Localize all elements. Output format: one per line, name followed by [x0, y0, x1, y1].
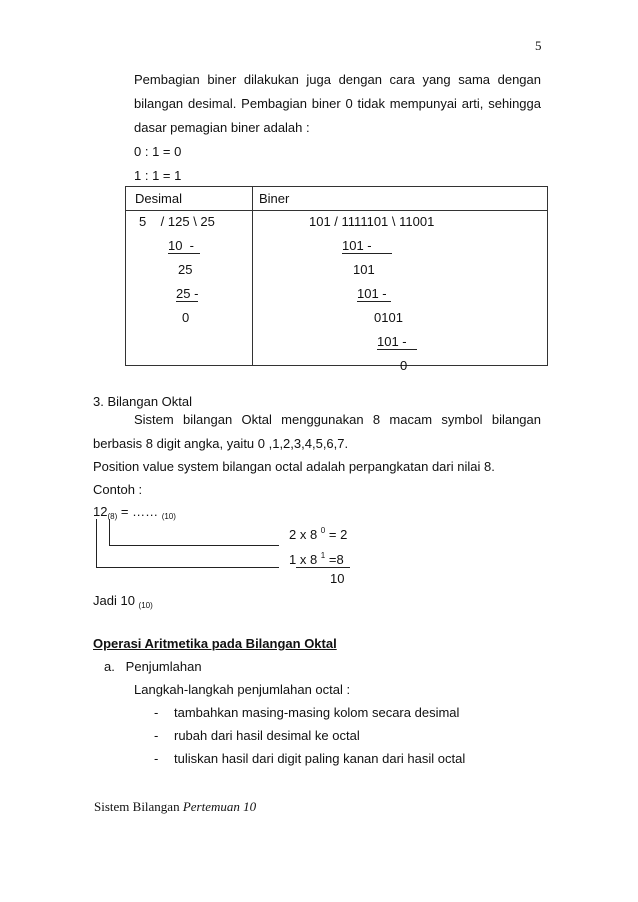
- table-header-biner: Biner: [253, 187, 548, 211]
- example-result: Jadi 10 $_{(10)}$: [93, 593, 153, 610]
- connector-line-inner-vertical: [109, 519, 110, 545]
- connector-line-inner-horizontal: [109, 545, 279, 546]
- desimal-cell: [126, 211, 253, 366]
- biner-line-1: 101 / 1111101 \ 11001: [309, 214, 435, 229]
- desimal-line-3: 25: [178, 262, 193, 277]
- desimal-line-5: 0: [182, 310, 190, 325]
- example-step-1: 2 x 8 $^0$ = 2: [289, 526, 348, 542]
- step-3: tuliskan hasil dari digit paling kanan dari hasil octal: [174, 751, 466, 766]
- rule-0: 0 : 1 = 0: [134, 144, 182, 159]
- table-header-desimal: Desimal: [126, 187, 253, 211]
- biner-line-2: 101 -: [342, 238, 392, 254]
- connector-line-outer-horizontal: [96, 567, 279, 568]
- biner-cell: [253, 211, 548, 373]
- desimal-line-2: 10 -: [168, 238, 200, 254]
- intro-line-3: dasar pemagian biner adalah :: [134, 120, 310, 135]
- desimal-line-1: 5 / 125 \ 25: [139, 214, 215, 229]
- sum-rule: [296, 567, 350, 568]
- example-sum: 10: [330, 571, 345, 586]
- intro-line-1: Pembagian biner dilakukan juga dengan cara yang sama dengan: [134, 72, 541, 87]
- biner-line-3: 101: [353, 262, 375, 277]
- biner-line-6: 101 -: [377, 334, 417, 350]
- intro-line-2: bilangan desimal. Pembagian biner 0 tidak mempunyai arti, sehingga: [134, 96, 541, 111]
- bullet-3: -: [154, 751, 159, 766]
- biner-line-4: 101 -: [357, 286, 391, 302]
- page-number: 5: [535, 38, 542, 53]
- binary-division-table: [125, 186, 548, 373]
- operasi-heading: Operasi Aritmetika pada Bilangan Oktal: [93, 636, 337, 651]
- section-3-para-1: Sistem bilangan Oktal menggunakan 8 macam symbol bilangan: [134, 412, 541, 427]
- operasi-sub-heading: a. Penjumlahan: [104, 659, 202, 674]
- operasi-steps-intro: Langkah-langkah penjumlahan octal :: [134, 682, 351, 697]
- step-1: tambahkan masing-masing kolom secara desimal: [174, 705, 460, 720]
- bullet-1: -: [154, 705, 159, 720]
- section-3-heading: 3. Bilangan Oktal: [93, 394, 193, 409]
- desimal-line-4: 25 -: [176, 286, 199, 301]
- rule-1: 1 : 1 = 1: [134, 168, 182, 183]
- example-step-2: 1 x 8 $^1$ =8: [289, 551, 344, 567]
- footer: Sistem Bilangan Pertemuan 10: [94, 799, 257, 814]
- section-3-para-2: berbasis 8 digit angka, yaitu 0 ,1,2,3,4,5,6,7.: [93, 436, 349, 451]
- biner-line-7: 0: [400, 358, 408, 373]
- example-equation: $12_{(8)}$ = …… $_{(10)}$: [93, 504, 176, 521]
- step-2: rubah dari hasil desimal ke octal: [174, 728, 360, 743]
- biner-line-5: 0101: [374, 310, 403, 325]
- section-3-para-4: Contoh :: [93, 482, 143, 497]
- section-3-para-3: Position value system bilangan octal adalah perpangkatan dari nilai 8.: [93, 459, 495, 474]
- connector-line-outer-vertical: [96, 519, 97, 567]
- bullet-2: -: [154, 728, 159, 743]
